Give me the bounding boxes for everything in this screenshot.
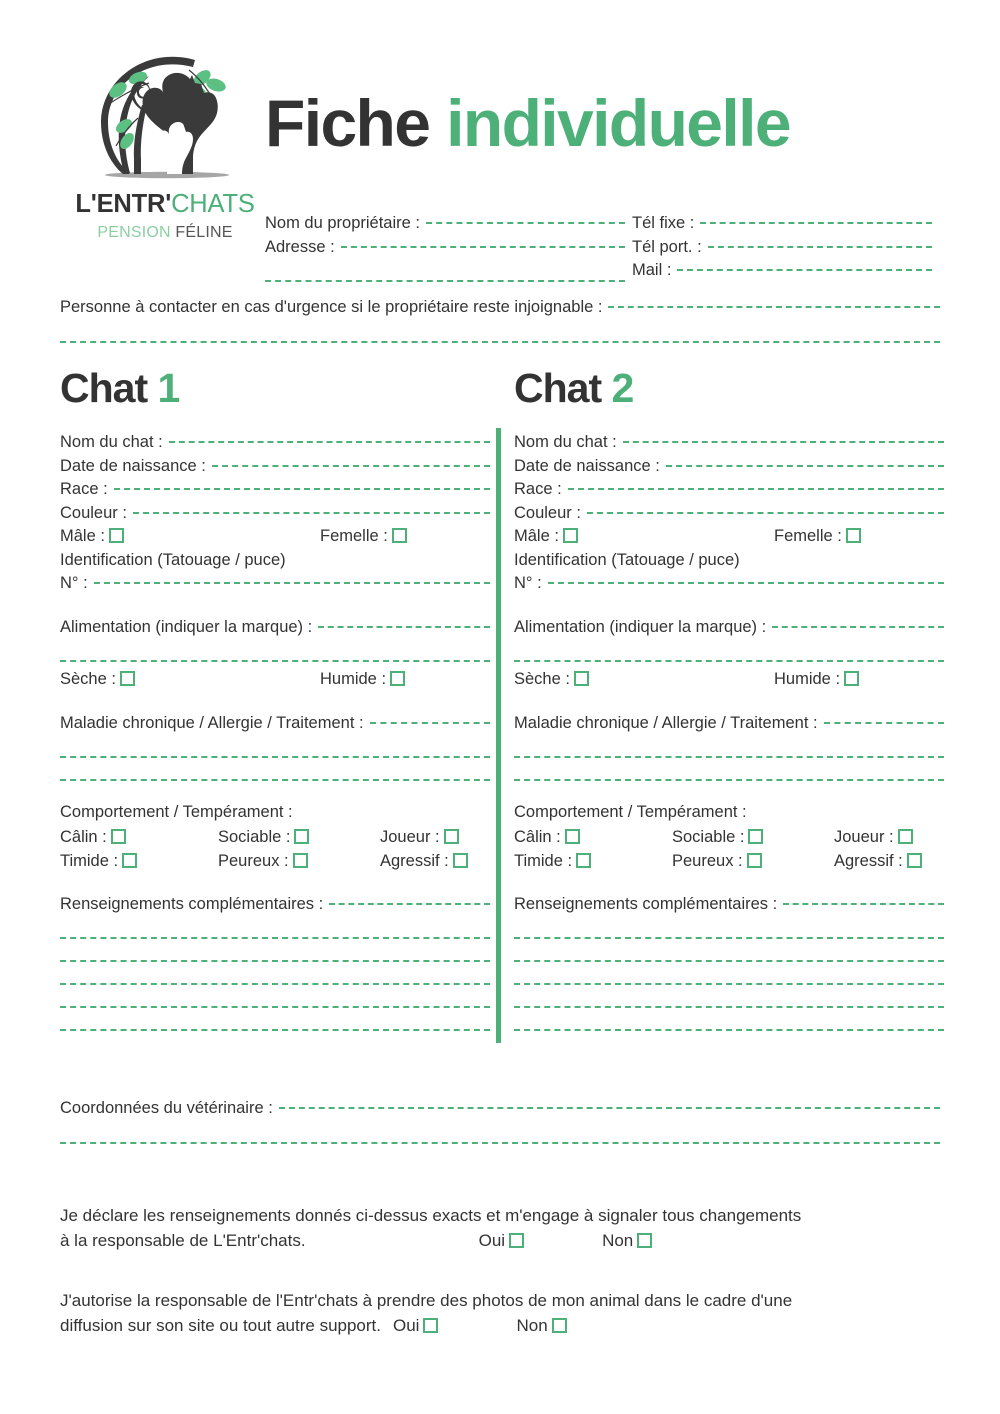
cat-1-aggressive-checkbox[interactable] — [453, 853, 468, 868]
owner-name-label: Nom du propriétaire : — [265, 214, 420, 232]
cat-1-food-input-line2[interactable] — [60, 660, 490, 662]
cat-1-extra-input-line4[interactable] — [60, 983, 490, 985]
cat-1-wet-field — [320, 668, 405, 692]
cat-1-playful-label: Joueur : — [380, 827, 440, 846]
cat-1-cuddly-checkbox[interactable] — [111, 829, 126, 844]
cat-2-illness-label: Maladie chronique / Allergie / Traitement : — [514, 713, 818, 732]
cat-1-dry-label: Sèche : — [60, 670, 116, 688]
cat-1-behaviour-label: Comportement / Tempérament : — [60, 803, 293, 821]
cat-1-male-label: Mâle : — [60, 527, 105, 545]
cat-1-cuddly-label: Câlin : — [60, 827, 107, 846]
cat-1-food-input[interactable] — [318, 626, 490, 628]
cat-1-number-input[interactable] — [94, 582, 490, 584]
cat-1-identification-label: Identification (Tatouage / puce) — [60, 550, 286, 569]
cat-1-cuddly-field — [60, 825, 218, 849]
cat-2-sociable-field — [672, 825, 834, 849]
cat-1-title-word: Chat — [60, 365, 158, 411]
cat-2-playful-checkbox[interactable] — [898, 829, 913, 844]
column-divider — [496, 428, 501, 1043]
cat-2-title-word: Chat — [514, 365, 612, 411]
logo-tagline-green: PENSION — [97, 223, 171, 241]
cat-1-extra-block — [60, 893, 490, 1032]
cat-2-cuddly-checkbox[interactable] — [565, 829, 580, 844]
vet-label: Coordonnées du vétérinaire : — [60, 1099, 273, 1117]
cat-1-aggressive-label: Agressif : — [380, 851, 449, 870]
cat-1-sociable-label: Sociable : — [218, 827, 291, 846]
owner-fields-group — [265, 212, 625, 282]
cat-1-name-input[interactable] — [169, 441, 490, 443]
owner-name-row — [265, 212, 625, 236]
cat-1-illness-row — [60, 712, 490, 736]
vet-input-line2[interactable] — [60, 1142, 940, 1144]
emergency-contact-label: Personne à contacter en cas d'urgence si le propriétaire reste injoignable : — [60, 298, 603, 316]
cat-1-extra-row — [60, 893, 490, 917]
tel-port-input[interactable] — [708, 246, 932, 248]
cat-1-dry-field — [60, 668, 320, 692]
cat-1-breed-label: Race : — [60, 480, 108, 498]
cat-1-behaviour-row-2 — [60, 849, 490, 873]
cat-1-breed-row — [60, 478, 490, 502]
cat-2-birth-row — [514, 455, 944, 479]
cat-1-illness-label: Maladie chronique / Allergie / Traitement : — [60, 713, 364, 732]
cat-1-illness-input-line3[interactable] — [60, 779, 490, 781]
cat-2-sociable-label: Sociable : — [672, 827, 745, 846]
cat-1-female-field — [320, 525, 407, 549]
cat-2-food-input-line2[interactable] — [514, 660, 944, 662]
cat-1-extra-input-line2[interactable] — [60, 937, 490, 939]
cat-2-extra-row — [514, 893, 944, 917]
cat-2-dry-label: Sèche : — [514, 670, 570, 688]
cat-1-female-label: Femelle : — [320, 527, 388, 545]
cat-2-name-row — [514, 431, 944, 455]
mail-input[interactable] — [677, 269, 932, 271]
cat-2-food-block — [514, 616, 944, 692]
cat-2-illness-row — [514, 712, 944, 736]
cat-2-color-row — [514, 502, 944, 526]
cat-1-dry-checkbox[interactable] — [120, 671, 135, 686]
cat-1-illness-block — [60, 712, 490, 782]
cat-1-food-row — [60, 616, 490, 640]
cat-2-shy-checkbox[interactable] — [576, 853, 591, 868]
cat-2-name-label: Nom du chat : — [514, 433, 617, 451]
page-title — [265, 86, 790, 160]
cat-2-cuddly-label: Câlin : — [514, 827, 561, 846]
document-header — [60, 42, 940, 279]
emergency-contact-row — [60, 296, 940, 320]
cat-2-birth-label: Date de naissance : — [514, 456, 660, 475]
cat-2-food-row — [514, 616, 944, 640]
declaration-2-no-field — [516, 1313, 566, 1338]
cat-2-female-checkbox[interactable] — [846, 528, 861, 543]
declaration-1 — [60, 1203, 950, 1253]
cat-2-wet-checkbox[interactable] — [844, 671, 859, 686]
cat-2-identification-label: Identification (Tatouage / puce) — [514, 550, 740, 569]
logo-word-light: CHATS — [171, 190, 255, 218]
tel-fixe-input[interactable] — [700, 222, 932, 224]
cat-2-dry-checkbox[interactable] — [574, 671, 589, 686]
declaration-2-no-checkbox[interactable] — [552, 1318, 567, 1333]
declaration-2-yes-label: Oui — [393, 1316, 420, 1335]
cat-2-illness-input-line2[interactable] — [514, 756, 944, 758]
cat-2-title — [514, 365, 944, 411]
cat-2-female-field — [774, 525, 861, 549]
cat-1-color-label: Couleur : — [60, 503, 127, 522]
cat-tree-logo-icon — [83, 42, 248, 194]
owner-address-row — [265, 236, 625, 260]
cat-1-behaviour-block — [60, 801, 490, 873]
cat-1-food-label: Alimentation (indiquer la marque) : — [60, 617, 313, 636]
cat-2-birth-input[interactable] — [666, 465, 944, 467]
cat-2-behaviour-block — [514, 801, 944, 873]
mail-row — [632, 259, 932, 283]
declaration-2-line1: J'autorise la responsable de l'Entr'chats à prendre des photos de mon animal dans le cadre d'une — [60, 1291, 793, 1310]
cat-2-male-field — [514, 525, 774, 549]
cat-2-number-row — [514, 572, 944, 596]
cat-section-2 — [514, 365, 944, 1031]
cat-1-wet-label: Humide : — [320, 670, 387, 688]
declaration-1-line1: Je déclare les renseignements donnés ci-dessus exacts et m'engage à signaler tous changements — [60, 1206, 802, 1225]
mail-label: Mail : — [632, 261, 672, 279]
cat-2-breed-label: Race : — [514, 480, 562, 498]
vet-row — [60, 1097, 940, 1121]
declaration-2-no-label: Non — [516, 1316, 548, 1335]
declaration-2-yes-field — [393, 1313, 438, 1338]
declaration-1-no-field — [602, 1228, 652, 1253]
cat-2-aggressive-checkbox[interactable] — [907, 853, 922, 868]
cat-2-dry-field — [514, 668, 774, 692]
cat-2-behaviour-row-1 — [514, 825, 944, 849]
owner-name-input[interactable] — [426, 222, 625, 224]
cat-1-aggressive-field — [380, 849, 468, 873]
emergency-contact-section — [60, 296, 940, 343]
tel-port-label: Tél port. : — [632, 237, 702, 256]
cat-2-behaviour-label: Comportement / Tempérament : — [514, 803, 747, 821]
cat-2-aggressive-field — [834, 849, 922, 873]
declaration-1-yes-checkbox[interactable] — [509, 1233, 524, 1248]
cat-1-fearful-label: Peureux : — [218, 851, 289, 870]
cat-1-birth-input[interactable] — [212, 465, 490, 467]
owner-address-input-line2[interactable] — [265, 280, 625, 282]
page-title-dark: Fiche — [265, 86, 447, 160]
cat-1-color-row — [60, 502, 490, 526]
vet-section — [60, 1097, 940, 1144]
cat-1-female-checkbox[interactable] — [392, 528, 407, 543]
cat-2-extra-input-line4[interactable] — [514, 983, 944, 985]
emergency-contact-input[interactable] — [608, 306, 940, 308]
cat-1-shy-checkbox[interactable] — [122, 853, 137, 868]
cat-1-male-field — [60, 525, 320, 549]
cat-1-behaviour-row-1 — [60, 825, 490, 849]
cat-1-food-block — [60, 616, 490, 692]
cat-1-wet-checkbox[interactable] — [390, 671, 405, 686]
cat-2-wet-label: Humide : — [774, 670, 841, 688]
cat-2-extra-label: Renseignements complémentaires : — [514, 894, 778, 913]
cat-2-extra-input-line6[interactable] — [514, 1029, 944, 1031]
declaration-1-no-checkbox[interactable] — [637, 1233, 652, 1248]
contact-fields-group — [632, 212, 932, 283]
cat-2-playful-field — [834, 825, 913, 849]
vet-input[interactable] — [279, 1107, 940, 1109]
tel-fixe-label: Tél fixe : — [632, 214, 695, 232]
declaration-1-line2: à la responsable de L'Entr'chats. — [60, 1231, 306, 1250]
cat-1-shy-field — [60, 849, 218, 873]
cat-2-female-label: Femelle : — [774, 527, 842, 545]
declaration-1-yes-field — [479, 1228, 524, 1253]
cat-2-sex-row — [514, 525, 944, 549]
cat-2-color-input[interactable] — [587, 512, 944, 514]
cat-2-behaviour-row-2 — [514, 849, 944, 873]
cat-2-sociable-checkbox[interactable] — [748, 829, 763, 844]
declaration-2-line2-row — [60, 1313, 950, 1338]
cat-2-breed-row — [514, 478, 944, 502]
logo-word-bold: L'ENTR' — [75, 190, 172, 218]
cat-1-extra-label: Renseignements complémentaires : — [60, 894, 324, 913]
cat-1-sociable-field — [218, 825, 380, 849]
cat-2-name-input[interactable] — [623, 441, 944, 443]
owner-address-label: Adresse : — [265, 237, 335, 256]
cat-2-extra-input-line3[interactable] — [514, 960, 944, 962]
cat-2-color-label: Couleur : — [514, 503, 581, 522]
cat-1-extra-input-line6[interactable] — [60, 1029, 490, 1031]
tel-fixe-row — [632, 212, 932, 236]
cat-1-illness-input-line2[interactable] — [60, 756, 490, 758]
cat-1-extra-input-line5[interactable] — [60, 1006, 490, 1008]
declaration-1-no-label: Non — [602, 1231, 634, 1250]
cat-2-fearful-checkbox[interactable] — [747, 853, 762, 868]
cat-2-food-input[interactable] — [772, 626, 944, 628]
cat-2-extra-input-line5[interactable] — [514, 1006, 944, 1008]
cat-2-extra-input-line2[interactable] — [514, 937, 944, 939]
cat-1-number-label: N° : — [60, 574, 88, 592]
logo-wordmark — [70, 192, 260, 218]
cat-2-fearful-field — [672, 849, 834, 873]
cat-1-name-row — [60, 431, 490, 455]
cat-1-name-label: Nom du chat : — [60, 433, 163, 451]
cat-2-shy-label: Timide : — [514, 851, 573, 870]
cat-section-1 — [60, 365, 490, 1031]
cat-2-number-label: N° : — [514, 574, 542, 592]
cat-2-male-label: Mâle : — [514, 527, 559, 545]
cat-1-playful-field — [380, 825, 459, 849]
declaration-2 — [60, 1288, 950, 1338]
cat-2-illness-input[interactable] — [824, 722, 944, 724]
cat-1-extra-input[interactable] — [329, 903, 490, 905]
cat-2-breed-input[interactable] — [568, 488, 944, 490]
cat-2-cuddly-field — [514, 825, 672, 849]
declaration-2-yes-checkbox[interactable] — [423, 1318, 438, 1333]
cat-1-food-type-row — [60, 668, 490, 692]
cat-2-food-type-row — [514, 668, 944, 692]
cat-2-number-input[interactable] — [548, 582, 944, 584]
logo-tagline-gray: FÉLINE — [170, 223, 233, 241]
cat-2-fearful-label: Peureux : — [672, 851, 743, 870]
declaration-2-line2: diffusion sur son site ou tout autre support. — [60, 1316, 381, 1335]
cat-1-male-checkbox[interactable] — [109, 528, 124, 543]
cat-2-food-label: Alimentation (indiquer la marque) : — [514, 617, 767, 636]
page-title-green: individuelle — [446, 86, 790, 160]
cat-1-extra-input-line3[interactable] — [60, 960, 490, 962]
cat-2-wet-field — [774, 668, 859, 692]
cat-1-illness-input[interactable] — [370, 722, 490, 724]
cat-2-shy-field — [514, 849, 672, 873]
cat-1-color-input[interactable] — [133, 512, 490, 514]
cat-1-fearful-checkbox[interactable] — [293, 853, 308, 868]
owner-address-input[interactable] — [341, 246, 625, 248]
cat-1-number-row — [60, 572, 490, 596]
cat-1-title — [60, 365, 490, 411]
cat-1-birth-label: Date de naissance : — [60, 456, 206, 475]
cat-1-sociable-checkbox[interactable] — [294, 829, 309, 844]
cat-1-birth-row — [60, 455, 490, 479]
cat-2-male-checkbox[interactable] — [563, 528, 578, 543]
cat-2-illness-block — [514, 712, 944, 782]
cat-1-fearful-field — [218, 849, 380, 873]
cat-2-extra-block — [514, 893, 944, 1032]
cat-1-title-number: 1 — [157, 365, 180, 411]
cat-2-illness-input-line3[interactable] — [514, 779, 944, 781]
cat-2-extra-input[interactable] — [783, 903, 944, 905]
cat-2-playful-label: Joueur : — [834, 827, 894, 846]
cat-2-aggressive-label: Agressif : — [834, 851, 903, 870]
cat-1-breed-input[interactable] — [114, 488, 490, 490]
declaration-1-line2-row — [60, 1228, 950, 1253]
cat-1-shy-label: Timide : — [60, 851, 119, 870]
emergency-contact-input-line2[interactable] — [60, 341, 940, 343]
cat-1-sex-row — [60, 525, 490, 549]
cat-1-playful-checkbox[interactable] — [444, 829, 459, 844]
brand-logo — [70, 42, 260, 241]
tel-port-row — [632, 236, 932, 260]
cat-2-title-number: 2 — [611, 365, 634, 411]
declaration-1-yes-label: Oui — [478, 1231, 506, 1250]
logo-tagline — [70, 225, 260, 241]
